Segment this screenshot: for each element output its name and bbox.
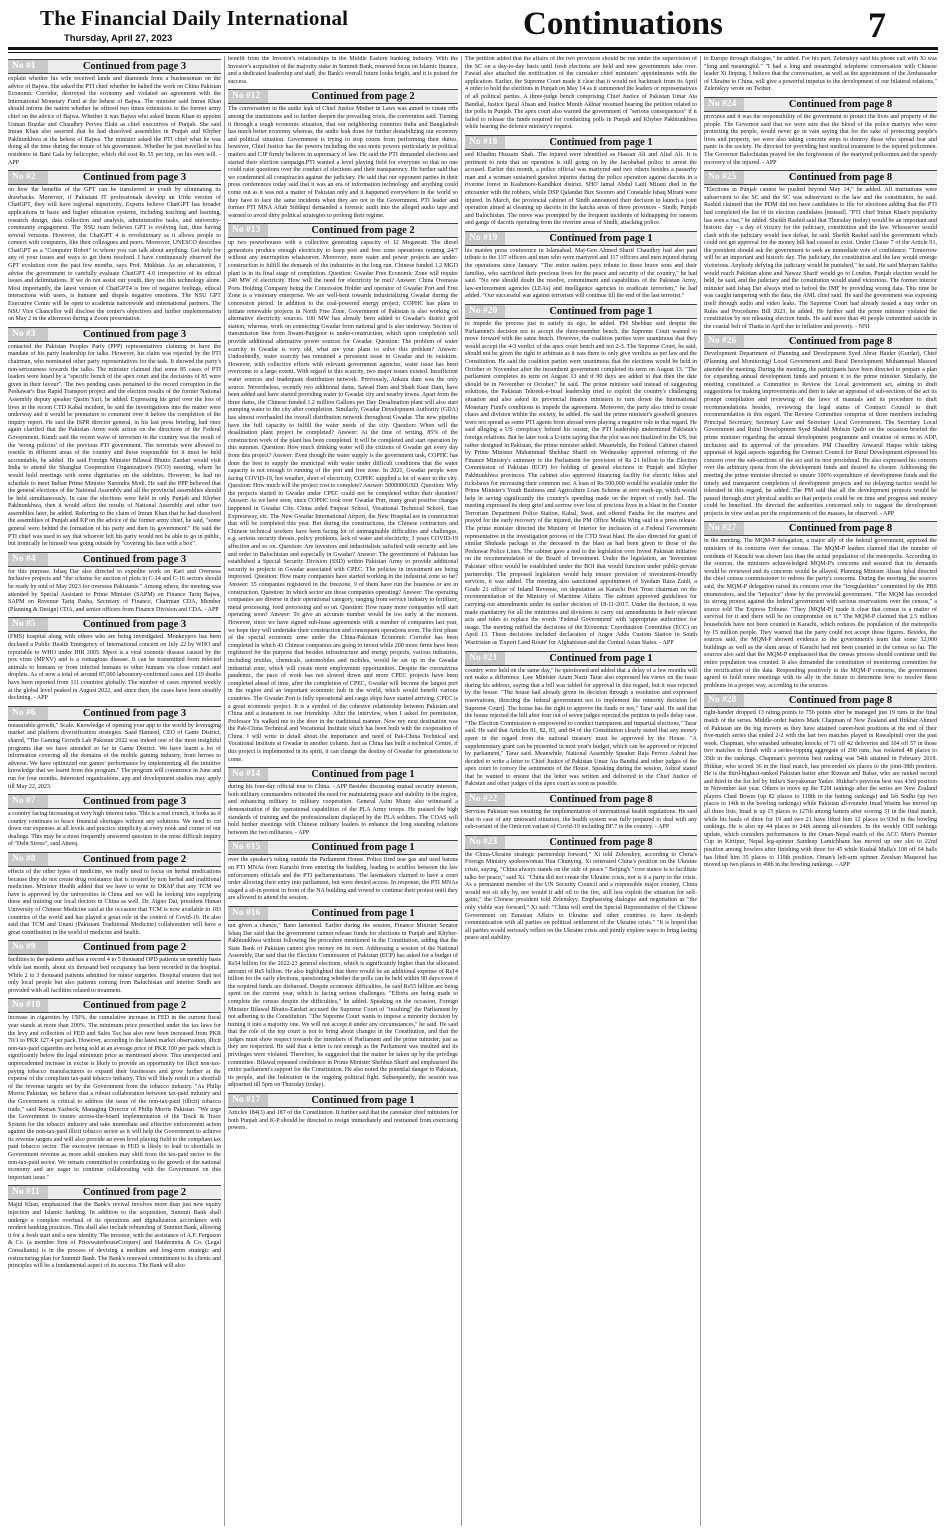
- article-body: explain whether his wife received lands and diamonds from a businessman on the advice of Bajwa. She asked the PTI chief whether he halted the work on China Pakistan Economic Corridor, destroyed the economy and violated an agreement with the International Monetary Fund at the behest of Bajwa. The minister said Imran Khan should inform the nation whether he offered two times extensions to the former army chief on the advice of Bajwa. Whether it was Bajwa who asked Imran Khan to appoint Usman Buzdar and Chaudhry Pervez Elahi as chief executives of Punjab. She said Imran Khan also asserted that he had dissolved assemblies in Punjab and Khyber Pakhtunkhwa at the behest of Bajwa. The minister asked the PTI chief what he was doing all the time during the tenure of his government. Whether he just travelled to his residence in Bani Gala by helicopter, which did cost Rs 55 per trip, on his own will. - APP: [8, 76, 221, 166]
- article-body: on how the benefits of the GPT can be transferred to youth by eliminating its drawbacks. Moreover, if Pakistani IT professionals develop an Urdu version of ChatGPT, they will have regional superiority. Experts believe ChatGPT has broader applications in basic and higher education systems, including teaching and learning, research design, data collection and analysis, administrative tasks, and university-community engagement. The NSU team believes GPT is evolving fast, thus having several versions. However, the ChatGPT 4 is revolutionary as it allows people to connect with computers, like their colleagues and peers. Moreover, UNESCO describes ChatGPT as a "Computer Robot" to whom you can talk about anything. Get help for any of your issues and ways to get them resolved. I have continuously observed the GPT evolution over the past few months, says Prof. Mukhtar. As an educationist, I advise the government to carefully evaluate ChatGPT 4.0 irrespective of its ethical issues and delimitations. If we do not assist our youth, they use this technology alone. Most importantly, the latest version of ChatGPT4 is free of negative feelings, ethical interactions with users, is humane and dispels negative emotions. The NSU GPT Executive Center will be open to academia nationwide and international partners. The NSU Vice Chancellor will disclose the center's objectives and further implementation on May 2 in the afternoon during a Zoom presentation.: [8, 187, 221, 323]
- issue-date: Thursday, April 27, 2023: [64, 33, 173, 44]
- article: [465, 56, 697, 132]
- article: [8, 552, 221, 615]
- continued-label: Continued from page 8: [549, 836, 653, 848]
- continued-label: Continued from page 8: [788, 172, 893, 184]
- article-header: [8, 1185, 221, 1200]
- article-number: No #21: [465, 652, 505, 665]
- article: [465, 304, 697, 648]
- article: [8, 1185, 221, 1270]
- article-header: [465, 135, 697, 150]
- article: [465, 135, 697, 228]
- article-header: [228, 89, 458, 104]
- article: [8, 998, 221, 1182]
- continued-label: Continued from page 3: [82, 328, 187, 340]
- article: [704, 56, 937, 94]
- article-number: No #3: [8, 328, 48, 341]
- continued-label: Continued from page 2: [82, 1000, 187, 1012]
- article: [228, 89, 458, 220]
- article-header: [8, 852, 221, 867]
- column-4: [704, 56, 937, 1526]
- article: [465, 231, 697, 301]
- article-header: [8, 940, 221, 955]
- column-divider: [461, 56, 462, 1526]
- article-number: No #20: [465, 305, 505, 318]
- article-number: No #2: [8, 171, 48, 184]
- article: [704, 334, 937, 518]
- article-body: The conversation in the audio leak of Chief Justice Mother in Laws was aimed to create rifts among the institutions and to further deepen the prevailing crisis, the convention said. Turning it through a tough economic situation, that our neighboring countries India and Bangladesh has much better economy whereas, the audio leak done for further destabilizing our economy and political situation. Government is trying to stop courts from performing their duties, however, Chief Justice has the powers including the suo motu powers particularly in political matters and CJP firmly believes in supremacy of law. He said the PTI demanded elections and started their election campaign.PTI wanted a level playing field for everyone so that no one could raise questions over the conduct of elections and their transparency. He further said that we condemned all conspiracies against the judiciary. He said that our opponent parties in their press conferences today said that it was an era of information technology and anything could come out as it was not a matter of Pakistan only and it happened everywhere in the world so they have to face the same incidents when they are not in the Government. PTI leader and former PTI MNA Aftab Siddiqui demanded a forensic audit into the alleged audio tape and warned to avoid dirty political strategies to prolong their regime.: [228, 106, 458, 219]
- article-number: No #12: [228, 90, 268, 103]
- article: [228, 1093, 458, 1133]
- article-body: "Elections in Punjab cannot be pushed beyond May 14," he added. All institutions were subservient to the SC and the SC was subservient to the law and the constitution, he said. Rashid claimed that the PDM did not have candidates to file for elections adding that the PTI had completed the list of its election candidates [instead]. "PTI chief Imran Khan's popularity has seen a rise," he added. Sheikh Rashid said that Thursday (today) would be an important and historic day - a day of victory for the judiciary, constitution and the law. Whosoever would clash with the judiciary would face defeat, he said. Sheikh Rashid said the government which could not get approval for the money bill had ceased to exist. Under Clause 7 of the Article 91, the president should ask the government to seek an immediate vote of confidence. "Tomorrow will be an important and historic day. The judiciary, the constitution and the law would emerge victorious. Anybody defying the judiciary would be punished," he said. He said Maryam Sabiha would reach Pakistan alone and Nawaz Sharif would go to London. Punjab election would be held, he said, and the judiciary and the constitution would stand victorious. The former interior minister said Ishaq Dar always tried to befool the IMF by providing wrong data. This time he was caught tampering with the data, the AML chief said. He said the government was exposing itself through audio and video leaks. The Supreme Court had already issued a stay order on Rules and Procedures Bill 2023, he added. He further said the prime minister violated the constitution by not releasing election funds. He said more than 40 people committed suicide in the coastal belt of Thatta in April due to inflation and poverty. - NNI: [704, 187, 937, 330]
- article-body: to impede the process just to satisfy its ego; he added. PM Shehbaz said despite the Parliament's decision not to accept the three-member bench, the Supreme Court wanted to move forward with the same bench. However, the coalition parties were unanimous that they would accept the 4-3 verdict of the apex court bench and not 2-3. The Supreme Court, he said, should not be given the right to arbitrate as it was there to only give verdicts as per law and the Constitution. He said the coalition parties were unanimous that the elections would be held in October or November after the incumbent government completed its term on August 13. "The parliament completes its term on August 13 and if 90 days are added to that then the date should be in November or October," he said. The prime minister said instead of suggesting solutions, the Pakistan Tehreek-e-Insaf leadership tried to exploit the country's challenging situation and also asked its provincial finance ministers to turn down the International Monetary Fund's conditions to impede the agreement. Moreover, the party also tried to create chaos and division within the society, he added. He said the prime minister's goodwill gestures were not spread as some PTI agents from abroad were playing a negative role in that regard. He said alleging a US conspiracy behind his ouster, the PTI leadership undermined Pakistan's foreign relations. But he later took a U-turn saying that the plot was not finalized in the US, but rather designed in Pakistan, the prime minister added. Meanwhile, the Federal Cabinet chaired by Prime Minister Muhammad Shehbaz Sharif on Wednesday approved referring of the Finance Ministry's summary to the Parliament for provision of Rs 21 billion to the Election Commission of Pakistan (ECP) for holding of general elections in Punjab and Khyber Pakhtunkhwa provinces. The cabinet also approved financing facility for electric bikes and rickshaws for increasing their common use. A loan of Rs 500,000 would be available under the Prime Minister's Youth Business and Agriculture Loan Scheme at zero mark-up, which would help in saving significantly the country's spending made on the import of costly fuel. The meeting expressed its deep grief and sorrow over loss of precious lives in a blast in the Counter Terrorism Department Police Station, Kabal, Swat, and offered Fateha for the martyrs and prayed for the early recovery of the injured, the PM Office Media Wing said in a press release. The prime minister directed the Ministry of Interior for inclusion of a Federal Government representative in the investigation process of the CTD Swat blast. He also directed for grant of similar Shuhada package to the deceased in the blast as had been given to those of the Peshawar Police Lines. The cabinet gave a nod to the legislation over Invest Pakistan initiative on the recommendation of the Board of Investment. Under the legislation, an 'Investment Pakistan' office would be established under the BOI that would function under public-private partnership. The proposed legislation would help ensure provision of investment-friendly services, it was added. The meeting also sanctioned appointment of Syedain Raza Zaidi, a Grade 21 officer of Inland Revenue, on deputation as Karachi Port Trust chairman on the recommendation of the Ministry of Maritime Affairs. The cabinet approved guidelines for carrying out amendments under its earlier decision of 18-11-2017. Under the decision, it was made mandatory for all the ministries and divisions to carry out amendments in their relevant acts and rules to replace the words 'Federal Government' with 'appropriate authorities' for usage. The meeting ratified the decisions of the Economic Coordination Committee (ECC) on April 13. These decisions included declaration of Angor Adda Custom Station in South Waziristan as 'Export Land Route' for Afghanistan and the Central Asian States. - APP: [465, 321, 697, 646]
- article-header: [704, 170, 937, 185]
- continued-label: Continued from page 1: [549, 136, 653, 148]
- article: [704, 97, 937, 167]
- header-rule-thin: [8, 52, 938, 53]
- continued-label: Continued from page 2: [311, 225, 415, 237]
- article: [8, 940, 221, 995]
- continued-label: Continued from page 1: [311, 769, 415, 781]
- column-1: [8, 56, 221, 1526]
- article-number: No #16: [228, 907, 268, 920]
- article-header: [228, 1093, 458, 1108]
- continued-label: Continued from page 8: [788, 523, 893, 535]
- article: [8, 327, 221, 549]
- article: [8, 794, 221, 849]
- article-number: No #4: [8, 553, 48, 566]
- article-body: his maiden press conference in Islamabad. Maj-Gen Ahmed Sharif Chaudhry had also paid tribute to the 137 officers and men who were martyred and 117 officers and men injured during the operations since January. "The entire nation pays tribute to these brave sons and their families, who sacrificed their precious lives for the peace and security of the country," he had said. "No one should doubt the resolve, commitment and capabilities of the Pakistan Army, law-enforcement agencies (LEAs) and intelligence agencies to eradicate terrorism," he had added. "Our successful war against terrorism will continue till the end of the last terrorist.": [465, 247, 697, 300]
- article-number: No #6: [8, 707, 48, 720]
- continued-label: Continued from page 1: [549, 306, 653, 318]
- continued-label: Continued from page 8: [788, 695, 893, 707]
- article-number: No #8: [8, 853, 48, 866]
- article-header: [228, 840, 458, 855]
- continued-label: Continued from page 3: [82, 172, 187, 184]
- column-divider: [700, 56, 701, 1526]
- article-number: No #26: [704, 335, 744, 348]
- continued-label: Continued from page 1: [549, 232, 653, 244]
- article-number: No #5: [8, 618, 48, 631]
- continued-label: Continued from page 1: [549, 652, 653, 664]
- article: [228, 906, 458, 1090]
- article-number: No #28: [704, 694, 744, 707]
- continued-label: Continued from page 1: [311, 842, 415, 854]
- article-body: Articles 184(3) and 187 of the Constitution. It further said that the caretaker chief ministers for both Punjab and K-P should be directed to resign immediately and restrained from exercising powers.: [228, 1110, 458, 1132]
- article-body: measurable growth," Scale. Knowledge of opening your app to the world by leveraging market and platform diversification strategies. Saad Hameed, CEO of Game District, shared, "The Gaming Growth Lab Pakistan 2022 was indeed one of the most insightful programs that we have attended so far in Game District. We have learnt a lot of information covering all the domains of the mobile gaming industry, from heroes to adverse. We have optimized our games' performance by implementing all the intuitive knowledge that we learnt from this program." The program will commence in June and run for four months. Interested organizations, app and development studios may apply till May 22, 2023.: [8, 722, 221, 790]
- article-body: a country facing increasing at very high interest rates. This is a real crunch, it looks as if country continues to brace financial shortages without any solutions. We need to cut down our expenses at all levels and practice simplicity at every nook and corner of our dealings. This may be a most frequently answered question to the most difficult inquiry of "Debt Stress", said Atteeq.: [8, 811, 221, 848]
- article-body: effects of the other types of medicine, we really need to focus on herbal medications because they do not create drug resistance that is created by non herbal and traditional medicines. Minister Health added that we have to write to DRAP that any TCM we have is approved by the universities in China and we will be looking into supplying these and training our local doctors in China as well. Dr. Aiguo Dai, president Hunan University of Chinese Medicine said at the occasion that TCM is now available in 183 countries of the world and has played a great role in the control of Covid-19. He also said that TCM and Unani (Pakistani Traditional Medicine) collaboration will have a great contribution in the world of medicine and health.: [8, 869, 221, 936]
- article-body: and Khadim Hussain Shah. The injured were identified as Hassan Ali and Altaf Ali. It is pertinent to note that an operation is still going on by the Jacobabad police to arrest the accused. Earlier this month, a police official was martyred and two others besides a passerby man and a woman sustained gunshot injuries during the police operation against dacoits in a riverine forest in Kashmore-Kandhkot district. SHO Jamal Abdul Latif Mirani died in the encounter with the robbers, while DSP Qalandar Bux Soomro and Constable Ishaq Mirani were injured. In March, the provincial cabinet of Sindh announced their decision to launch a joint operation aimed at cleaning up dacoits in the katcha areas of three provinces - Sindh, Punjab and Balochistan. The move was prompted by the frequent incidents of kidnapping for ransom and gangs of dacoits operating from the riverine areas of Sindh, attacking police.: [465, 151, 697, 227]
- article-body: not given a chance," Bano lamented. Earlier during the session, Finance Minister Senator Ishaq Dar said that the government cannot release funds for elections in Punjab and Khyber-Pakhtunkhwa without following the procedure mentioned in the Constitution, adding that the State Bank of Pakistan cannot give money on its own. Addressing a session of the National Assembly, Dar said that the Election Commission of Pakistan (ECP) has asked for a budget of Rs54 billion for the 2022-23 general elections, which is significantly higher than the allocated amount of Rs5 billion. He also highlighted that there would be an additional expense of Rs14 billion for the early elections, questioning whether the polls can be held within 90 days even if the required funds are disbursed. Despite economic difficulties, he said Rs55 billion are being spent on the current year, which is facing serious challenges. "Efforts are being made to complete the census despite the difficulties," he added. Speaking on the occasion, Foreign Minister Bilawal Bhutto-Zardari accused the Supreme Court of "insulting" the Parliament by not adhering to the Constitution. "The Supreme Court wants to impose a minority decision by turning it into a majority one. We will not accept it under any circumstances," he said. He said that the role of the top court is not to bring about changes in the Constitution, and that the judges must show respect towards the members of Parliament and the prime minister, just as they are respected. He said that a letter is not enough as the Parliament was insulted and its privileges were violated. Therefore, he suggested that the matter be taken up by the privilege committee. Bilawal repeated confidence in Prime Minister Shehbaz Sharif and emphasised the entire parliament's support for the Constitution. He also noted the potential danger to Pakistan, its people, and the federation in the ongoing political fight. Subsequently, the session was adjourned till 5pm on Thursday (today).: [228, 922, 458, 1089]
- article: [465, 651, 697, 790]
- article: [8, 617, 221, 702]
- article: [8, 170, 221, 324]
- article-body: The petition added that the affairs of the two provinces should be run under the supervision of the SC on a day-to-day basis until fresh elections are held and new governments take over. Fawad also attached the notification of the caretaker chief ministers' appointments with the application. Earlier, the Supreme Court made it clear that it would not backtrack from its April 4 order to hold the elections in Punjab on May 14 as it summoned the leaders or representatives of all political parties. A three-judge bench comprising Chief Justice of Pakistan Umar Ata Bandial, Justice Ijazul Ahsan and Justice Munib Akhtar resumed hearing the petition related to the polls in Punjab. The apex court also warned the government of "serious consequences" if it failed to release the funds required for conducting polls in Punjab and Khyber Pakhtunkhwa while hearing the defence ministry's request.: [465, 56, 697, 131]
- continued-label: Continued from page 3: [82, 707, 187, 719]
- article-number: No #22: [465, 793, 505, 806]
- article-body: in the meeting. The MQM-P delegation, a major ally of the federal government, apprised the ministers of its concerns over the census. The MQM-P leaders claimed that the number of residents of Karachi was shown less than the actual population of the metropolis. According to the sources, the ministers acknowledged MQM-P's concerns and assured that its demands would be reviewed and its concerns would be allayed. Planning Minister Ahsan Iqbal directed the chief census commissioner to redress the party's concerns. During the meeting, the sources said, the MQM-P delegation raised its concern over the "irregularities" committed by the PBS enumerators, and the "injustice" done by the provincial government. "The MQM has recorded its strong protest against the federal government with serious reservations over the census," a source told The Express Tribune. "They [MQM-P] made it clear that census is a matter of survival for it and there will be no compromise on it." The MQM-P claimed that 2.5 million households have not been counted in Karachi, which reduces the population of the metropolis by 15 million people. They warned that the party could not accept those figures. Besides, the sources said, the MQM-P showed evidence to the government's team that some 32,000 buildings as well as the slum areas of Karachi had not been counted in the census so far. The sources also said that the MQM-P emphasised that the census process should continue until the entire population was counted. It also demanded the constitution of monitoring committee for the rectification of the data. Responding positively to the MQM-P concerns, the government agreed to hold more meetings with its ally in the future to determine how to resolve these problems in a proper way, according to the sources.: [704, 538, 937, 689]
- continued-label: Continued from page 8: [549, 794, 653, 806]
- section-title: Continuations: [523, 6, 723, 42]
- continued-label: Continued from page 3: [82, 796, 187, 808]
- article-body: for this purpose. Ishaq Dar also directed to expedite work on Kari and Overseas Inclusive projects and "the scheme for auction of plots in C-14 and C-16 sectors should be ready by mid of May 2023 for overseas Pakistanis." Among others, the meeting was attended by Special Assistant to Prime Minister (SAPM) on Finance Tariq Bajwa, SAPM on Revenue Tariq Pasha, Secretary of Finance, Chairman CDA, Member (Planning & Design) CDA, and senior officers from Finance Division and CDA. - APP: [8, 568, 221, 613]
- article-header: [8, 706, 221, 721]
- article-header: [704, 334, 937, 349]
- article-body: (FMS) hospital along with others who are being investigated. Monkeypox has been declared a Public Health Emergency of International concern on July 22 by WHO and reportable to WHO under IHR 2005. Mpox is a viral zoonotic disease caused by the pox virus (MPXV) and is a contagious disease. It can be transmitted from infected animals to humans or from infected humans to other humans via close contact and droplets. As of now a total of around 87,000 laboratory-confirmed cases and 119 deaths have been reported from 111 countries globally. The number of cases reported weekly at the global level peaked in August 2022, and since then, the cases have been steadily declining. - APP: [8, 634, 221, 702]
- article-number: No #27: [704, 522, 744, 535]
- article-body: province and it was the responsibility of the government to protect the lives and property of the people. The Governor said that we were sure that the blood of the police martyrs who were protecting the people, would never go in vain saying that for the sake of protecting people's lives and property, we were also taking concrete steps to destroy those who spread fear and panic in the society. He directed for providing best medical treatment to the injured policemen. The Governor Balochistan prayed for the forgiveness of the martyred policemen and the speedy recovery of the injured. - APP: [704, 113, 937, 166]
- article-body: facilities to the patients and has a record 4 to 5 thousand OPD patients on monthly basis while last month, about six thousand bed occupancy has been recorded in the hospital. While 2 to 3 thousand patients admitted for minor surgeries. Hospital ensures that not only local people but also patients coming from Baluchistan and interior Sindh are provided with all facilities related to treatment.: [8, 957, 221, 994]
- article-number: No #10: [8, 999, 48, 1012]
- article-number: No #14: [228, 768, 268, 781]
- header-rule-thick: [8, 47, 938, 50]
- article-header: [704, 97, 937, 112]
- article-header: [8, 617, 221, 632]
- article-number: No #9: [8, 941, 48, 954]
- article: [8, 852, 221, 937]
- page-number: 7: [868, 5, 886, 45]
- article-body: to Europe through dialogue," he added. For his part, Zelenskyy said his phone call with Xi was "long and meaningful." "I had a long and meaningful telephone conversation with Chinese leader Xi Jinping. I believe that the conversation, as well as the appointment of the Ambassador of Ukraine to China, will give a powerful impetus to the development of our bilateral relations," Zelenskyy wrote on Twitter.: [704, 56, 937, 93]
- article: [8, 59, 221, 167]
- continued-label: Continued from page 3: [82, 553, 187, 565]
- article-header: [704, 693, 937, 708]
- article-header: [465, 304, 697, 319]
- article-body: during his four-day official tour to China. - APP Besides discussing mutual security interests, both military commanders reiterated the need for maintaining peace and stability in the region, and enhancing military to military cooperation. General Asim Munir also witnessed a demonstration of the operational capabilities of the PLA Army troops. He praised the high standards of training and the professionalism displayed by the PLA soldiers. The COAS will hold further meetings with Chinese military leaders to enhance the long standing relations between the two militaries. - APP: [228, 784, 458, 836]
- article-number: No #11: [8, 1186, 48, 1199]
- article-number: No #19: [465, 232, 505, 245]
- article-body: country were held on the same day," he questioned and added that a delay of a few months will not make a difference. Law Minister Azam Nazir Tarar also expressed his views on the issue during his address, saying that a bill was tabled for approval in this regard, but it was rejected by the house. "The house had already given its decision through a resolution and expressed reservations, directing the federal government not to implement the minority decision [of Supreme Court]. The house has the right to approve the funds or not," Tarar said. He said that the house rejected the bill after four out of seven judges rejected the petition in polls delay case. "The Election Commission is empowered to conduct transparent and impartial elections," Tarar said. He said that Articles 81, 82, 83, and 84 of the Constitution clearly stated that any money spent in the regard from the national treasury must be approved by the House. "A supplementary grant can be presented in next year's budget, which can be approved or rejected by parliament," Tarar said. Meanwhile, National Assembly Speaker Raja Pervez Ashraf has decided to write a letter to Chief Justice of Pakistan Umar Ata Bandial and other judges of the apex court to convey the sentiments of the House. Speaking during the session, Ashraf stated that he wanted to ensure that the letter was written and delivered to the Chief Justice of Pakistan and other judges of the apex court as soon as possible.: [465, 667, 697, 788]
- article-body: Majid Khan, emphasized that the Bank's revival involves more than just new equity injection and Islamic banking. In addition to the acquisition, Summit Bank shall undergo a complete overhaul of its operations and digitalization accordance with modern banking practices. This shall also include rebranding of Summit Bank, allowing it for a fresh start and a new identity. The investor, with the assistance of A.F. Ferguson & Co. (a member firm of PricewaterhouseCoopers) and Haidermota & Co. (Legal Consultants) is in the process of devising a medium and long-term strategic and restructuring plan for Summit Bank. The Bank's renewed commitment to its clients and principles will be a fundamental aspect of its success. The Bank will also: [8, 1202, 221, 1270]
- article-header: [465, 231, 697, 246]
- article: [465, 835, 697, 943]
- article-body: increase in cigarettes by 150%, the cumulative increase in FED in the current fiscal year stands at more than 200%. The minimum price prescribed under the tax laws for the levy and collection of FED and Sales Tax has also now been increased from PKR 70/1 to PKR 127.4 per pack. However, according to the latest market observation, illicit non-tax-paid cigarettes are being sold at an average price of PKR 100 per pack which is significantly below the legal minimum price as mentioned above. This unexpected and unprecedented increase in excise is likely to provide an opportunity for illicit non-tax-paying tobacco manufacturers to expand their businesses and grow further at the expense of the compliant tax-paid tobacco industry. This will likely result in a shortfall of the revenue targets set by the Government from the tobacco industry. "As Philip Morris Pakistan, we believe that a robust collaboration between tax-paid industry and the Government is critical to address the issue of the non-tax-paid (illicit) tobacco trade," said Roman Yazbeck, Managing Director of Philip Morris Pakistan. "We urge the Government to ensure across-the-board implementation of the Track & Trace System for the tobacco industry and take immediate and effective enforcement action against the non-tax-paid illicit tobacco sector as it will help the Government to achieve its revenue targets and will also provide an even level playing field to the compliant tax paid tobacco sector. The excessive increase in FED is likely to lead to shortfalls in Government revenue as more adult smokers may shift from the tax-paid sector to the non-tax-paid sector. We remain committed to contributing to the growth of the national economy and are eager to continue collaborating with the Government on this important issue.": [8, 1015, 221, 1181]
- article-number: No #24: [704, 98, 744, 111]
- article: [228, 223, 458, 764]
- continued-label: Continued from page 2: [82, 1187, 187, 1199]
- article-header: [465, 651, 697, 666]
- masthead: [0, 0, 945, 50]
- article: [228, 56, 458, 86]
- article-header: [228, 767, 458, 782]
- article-body: right-hander dropped 13 rating points to 756 points after he managed just 19 runs in the final match of the series. Middle-order batters Mark Chapman of New Zealand and Iftikhar Ahmed of Pakistan are the big movers as they have attained career-best positions at the end of their five-match series that ended 2-2 with the last two matches played in Rawalpindi over the past week. Chapman, who smashed unbeaten knocks of 71 off 42 deliveries and 104 off 57 in those two matches to finish with a series-topping aggregate of 290 runs, has rocketed 48 places to 35th in the rankings. Chapman's previous best ranking was 54th attained in February 2018. Iftikhar, who scored 36 in the final match, has proceeded six places to the joint-38th position. He is the third-highest-ranked Pakistan batter after Rizwan and Babar, who are ranked second and third in the list led by India's Suryakumar Yadav. Iftikhar's previous best was 43rd position in November last year. Others to move up the T20I rankings after the series are New Zealand players Chad Bowes (up 82 places to 118th in the batting rankings) and Ish Sodhi (up two places to 14th in the bowling rankings) while Pakistan all-rounder Imad Wasim has moved up all three lists. Imad is up 15 places to 127th among batters after scoring 31 in the final match, while his hauls of three for 19 and two 21 have lifted him 12 places to 93rd in the bowling rankings. He is also up 44 places to 24th among all-rounders. In the weekly ODI rankings update, which considers performances in the Oman-Nepal match of the ACC Men's Premier Cup in Kirtipur, Nepal leg-spinner Sandeep Lamichhane has moved up one slot to 22nd position among bowlers after finishing with three for 45 while Kushal Malla's 108 off 64 balls has lifted him 35 places to 110th position. Oman's left-arm spinner Zeeshan Maqsood has moved up two places to 49th in the bowling rankings. - APP: [704, 710, 937, 869]
- article-header: [8, 794, 221, 809]
- article-number: No #13: [228, 224, 268, 237]
- article-number: No #17: [228, 1094, 268, 1107]
- article-header: [228, 906, 458, 921]
- article: [8, 706, 221, 791]
- column-divider: [224, 56, 225, 1526]
- article-header: [704, 521, 937, 536]
- article-header: [8, 170, 221, 185]
- continued-label: Continued from page 8: [788, 336, 893, 348]
- column-3: [465, 56, 697, 1526]
- article: [228, 840, 458, 903]
- article-header: [8, 59, 221, 74]
- article: [228, 767, 458, 837]
- continued-label: Continued from page 1: [311, 907, 415, 919]
- article-body: contacted the Pakistan Peoples Party (PPP) representatives claiming to have the mandate of his party leadership for talks. However, his claim was rejected by the PTI chairman, who nominated other party representatives for the task. It showed the party's non-seriousness towards the talks. The minister claimed that some 85 cases of PTI leaders were heard by a "specific bench of the apex court and the decisions of 85 were given in their favour". The two pending cases pertained to the record corruption in the Peshawar's Bus Rapid Transport project and the election results of the former National Assembly deputy speaker Qasim Suri, he added. Expressing his grief over the loss of lives in the recent CTD Kabal incident, he said the investigations into the matter were underway and it would be premature to comment over it before the completion of the inquiry report. He said the ISPR director general, in his last press briefing, had once again clarified that the Pakistan Army took action on the directions of the Federal Government. Kundi said the recent wave of terrorism in the country was the result of the 'wrong policies' of the previous PTI government. The terrorists were allowed to resettle in different areas of the country and those responsible for it must be held accountable, he added. He said Foreign Minister Bilawal Bhutto Zardari would visit India to attend the Shanghai Cooperation Organization's (SCO) meeting, where he would hold meetings with some dignitaries on the sidelines. However, he had no schedule to meet Indian Prime Minister Narendra Modi. He said the PPP believed that the general elections of the National Assembly and all the provincial assemblies should be held simultaneously. In case the elections were held in only Punjab and Khyber Pakhtunkhwa, then it would affect the results of National Assembly and other two assemblies later, he added. Referring to the claim of Imran Khan that he had dissolved the assemblies of Punjab and KP on the advice of the former army chief, he said, "some general were behind the formation of his party and then its government." He said the PTI chief was used to say that whoever left his party would not be able to go in public, but ironically he himself was going outside by "covering his face with a box".: [8, 343, 221, 548]
- article-body: the China-Ukraine strategic partnership forward," Xi told Zelenskyy, according to China's Foreign Ministry spokeswoman Hua Chunying. Xi reiterated China's position on the Ukraine crisis, saying, "China always stands on the side of peace." Beijing's "core stance is to facilitate talks for peace," said Xi. "China did not create the Ukraine crisis, nor is it a party to the crisis. As a permanent member of the UN Security Council and a responsible major country, China would not sit idly by, nor would it add oil to the fire, still less exploit the situation for self-gains," the Chinese president told Zelenskyy. Emphasising dialogue and negotiation as "the only viable way forward," Xi said: "China will send the Special Representative of the Chinese Government on Eurasian Affairs to Ukraine and other countries to have in-depth communication with all parties on political settlement of the Ukraine crisis." "It is hoped that all parties would seriously reflect on the Ukraine crisis and jointly explore ways to bring lasting peace and stability: [465, 851, 697, 942]
- article-number: No #1: [8, 60, 48, 73]
- article: [704, 521, 937, 690]
- continued-label: Continued from page 1: [311, 1095, 415, 1107]
- article-number: No #25: [704, 171, 744, 184]
- article-number: No #7: [8, 795, 48, 808]
- article-number: No #23: [465, 836, 505, 849]
- continued-label: Continued from page 3: [82, 619, 187, 631]
- continued-label: Continued from page 2: [311, 91, 415, 103]
- article-header: [465, 835, 697, 850]
- article-body: Development Department of Planning and Development Syed Abrar Haider (Gurdar), Chief (Planning and Monitoring) Local Government and Rural Development Muhammad Masood attended the meeting. During the meeting, the participants have been directed to prepare a plan for expanding annual development funds and present it to the prime minister. Similarly, the meeting constituted a Committee to Review the Local government act, aiming to draft suggestions for making improvements and then to take an appraisal of sub-sections of the act its prompt compilation and reviewing of the laws of manuals and its procedure to draft recommendations besides, reviewing the legal status of Contract Council to draft recommendation in this regard. The Review Committee comprise of three members including Principal Secretary, Secretary Law and Secretary Local Government. The Secretary Local Government and Rural Development Syed Shahid Mohsin Qadri on the occasion briefed the prime minister regarding the annual development programme and creation of terms in ADP, inclusion and its approval of the procedure. PM Chaudhry Anwarul Haque while taking appraisal of legal aspects regarding the Contract Council for Rural Development expressed his concern over the sub-sections of the act and its non procedural. He also expressed his concern over the arbitrary quota from the development funds and desired its closure. Addressing the meeting the prime minister directed to ensure 100% expenditure of development funds and the timely and transparent completion of development projects and no delaying tactics would be tolerated in this regard, he added. The PM said that all the development projects would be passed through strict physical audits so that projects could be on time and progress and money could be benefited. He directed the authorities concerned only to suggest the development projects in view and as per the requirements of the masses, he observed. - APP: [704, 351, 937, 517]
- article-header: [465, 792, 697, 807]
- column-2: [228, 56, 458, 1526]
- article-body: Services Pakistan was ensuring the implementation of international health regulations. He said that in case of any untoward situation, the health system was fully prepared to deal with any sub-variant of the Omicron variant of Covid-19 including BF.7 in the country. - APP: [465, 809, 697, 831]
- continued-label: Continued from page 2: [82, 854, 187, 866]
- continued-label: Continued from page 3: [82, 61, 187, 72]
- article: [704, 693, 937, 869]
- article-header: [8, 552, 221, 567]
- continued-label: Continued from page 8: [788, 98, 893, 110]
- article-body: up two powerhouses with a collective generating capacity of 12 Megawatt. The diesel generators produce enough electricity to keep port and free zone operations running 24/7 without any interruption whatsoever. Moreover, more water and power projects are under-construction to fulfill the demands of the industries in the long run. Chinese funded 1.2 MGD plant is in its final stage of completion. Question: Gwadar Free Economic Zone will require 240 MW of electricity. How will the need for electricity be met? Answer: China Overseas Ports Holding Company being the Concession Holder and operator of Gwadar Port and Free Zone is a visionary enterprise. We are well-bent towards industrializing Gwadar during the concession period. In addition to the coal-powered energy project, COPHC has plans to initiate renewable projects in North Free Zone. Government of Pakistan is also working on alternative electricity sources. 100 MW has already been added to Gwadar's district grid station, whereas, work on connecting Gwadar from national grid is also underway. Section of transmission line from Jiwani-Panjgoor is under-construction, which upon completion will provide additional alternative power sources for Gwadar. Question: The problem of water scarcity in Gwadar is very old, what are your plans to solve this problem? Answer: Undoubtedly, water scarcity has remained a persistent issue in Gwadar and its outskirts. However, with collective efforts with relevant government agencies, water issue has been overcome to a large extent. With regard to this scarcity, two major issues existed. Insufficient water sources and inadequate distribution network. Previously, Ankara dam was the only source. Nevertheless, recently two additional dams, Sawad Dam and Shadi Kaur Dam, have been added and have started providing water to Gwadar city and nearby towns. Apart from the three dams, the Chinese funded 1.2 million Gallons per Day Desalination plant will also start pumping water to the city after completion. Similarly, Gwadar Development Authority (GDA) has almost overhauled the overall distribution network throughout Gwadar. The new pipeline have the full capacity to fulfill the water needs of the city. Question: When will the desalination plant project be completed? Answer: At the time of writing, 85% of the construction work of the plant has been completed. It will be completed and start operation by this summer. Question: How much drinking water will the citizens of Gwadar get every day from this project? Answer: Even though the water supply is the government task, COPHC has done the best to supply the municipal with water under difficult conditions that the water capacity is not enough to running of the port and free zone. In 2021, Gwadar people were facing COVID-19, hot weather, short of electricity, COPHC supplied a lot of water to the city. Question: How much will the project cost to complete? Answer: 5000000USD. Question: Why the projects started in Gwadar under CPEC could not be completed within their duration? Answer: As we have seen, since COPHC took over Gwadar Port, many great positive changes happened in Gwadar City. China aided Fuqwar School, Vocational Technical School, East Expressway, etc. The New Gwadar International Airport, the New Hospital are in construction that will be completed this year. But during the constructions, the Chinese contractors and Chinese technical workers have been facing lot of unimaginable difficulties and challenges, e.g. serious security threats, policy problems, lack of water and electricity, 3 years COVID-19 affection and so on. Question: Are investors and industrialists satisfied with security and law and order in Balochistan and especially in Gwadar? Answer: The government of Pakistan has established a Special Security Division (SSD) within Pakistan Army to provide additional security to projects in Gwadar associated with CPEC. The policies in investment are being improved. Question: How many companies have started working in the industrial zone so far? Answer: 35 companies registered in the freezone, 9 of them have run the business or are in construction. Question: In which sector are those companies operating? Answer: The operating companies are diverse in their operational category, ranging from service industry to fertilizer, metal processing, food processing and so on. Question: How many more companies will start operating soon? Answer: To give an accurate number would be too early at the moment. However, since we have signed sub-lease agreements with a number of companies last year, we hope they will undertake their construction and consequent operations soon. The first phase of the special economic zone under the China-Pakistan Economic Corridor has been completed in which 43 Chinese companies are going to invest while 200 more firms have been registered for the purpose that besides infrastructure and energy projects, various industries, including textiles, chemicals, automobiles and mobiles, would be set up in the Gwadar industrial zone, which will create more employment opportunities. Despite the coronavirus pandemic, the pace of work has not slowed down and more CPEC projects have been completed ahead of time, after the completion of CPEC, Gwadar will become the largest port in the region and an important economic hub in the world, which would benefit various countries. The Gwadar Port is fully operational and cargo ships have started arriving. CPEC is a great economic project. It is a symbol of the cohesive relationship between Pakistan and China and a testament to our friendship. After the interview, when I asked for permission, Professor Yu walked me to the door in the traditional manner. Now my next destination was the Pak-China Technical and Vocational Institute which has been built with the cooperation of China. I will write in detail about the importance and need of Pak-China Technical and Vocational Institute at Gwadar in another column. Just as China has built a technical Centre, if this project is implemented in its spirit, it can change the destiny of Gwadar for generations to come.: [228, 240, 458, 763]
- newspaper-name: The Financial Daily International: [40, 6, 349, 30]
- article: [704, 170, 937, 331]
- article-header: [228, 223, 458, 238]
- article-header: [8, 998, 221, 1013]
- article-number: No #18: [465, 136, 505, 149]
- continued-label: Continued from page 2: [82, 942, 187, 954]
- article: [465, 792, 697, 832]
- article-header: [8, 327, 221, 342]
- article-body: benefit from the Investor's relationships in the Middle Eastern banking industry. With the Investor's acquisition of the majority stake in Summit Bank, renewed focus on Islamic finance, and a dedicated leadership and staff, the Bank's overall future looks bright, and it is poised for success.: [228, 56, 458, 85]
- article-number: No #15: [228, 841, 268, 854]
- article-body: over the speaker's ruling outside the Parliament House. Police fired tear gas and used batons on PTI MNAs from Karachi from entering the building, leading to scuffles between the law enforcement officials and the PTI parliamentarians. The lawmakers claimed to have a court order allowing their entry into parliament, but were denied access. In response, the PTI MNAs staged a sit-in protest in front of the NA building and vowed to continue their protest until they are allowed to attend the session.: [228, 857, 458, 902]
